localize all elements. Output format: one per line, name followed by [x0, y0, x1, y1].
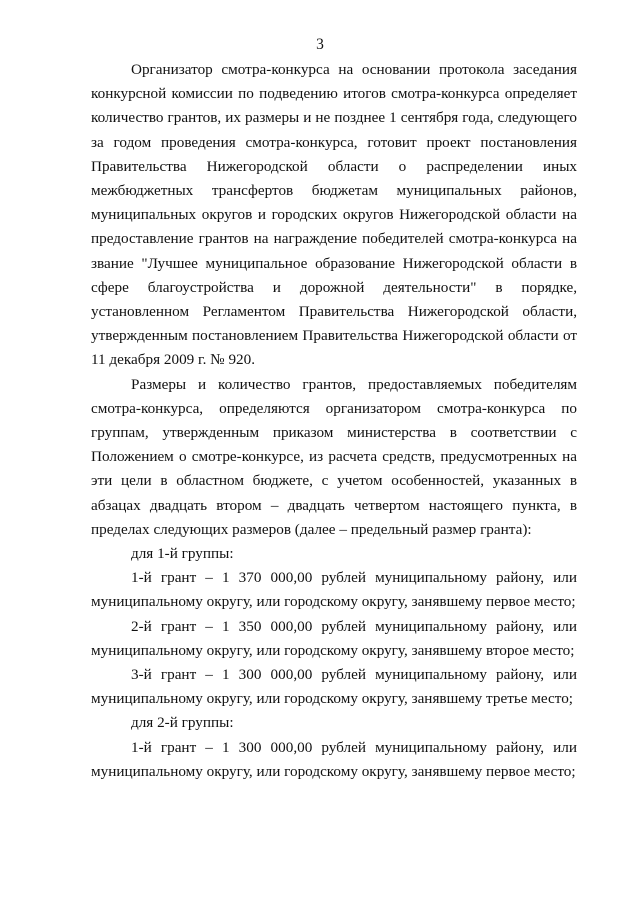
paragraph-grant-sizes: Размеры и количество грантов, предоставляемых победителям смотра-конкурса, определяются организатором смотра-конкурса по группам, утвержденным приказом министерства в соответствии с Положением о смотре-конкурсе, из расчета средств, предусмотренных на эти цели в областном бюджете, с учетом особенностей, указанных в абзацах двадцать втором – двадцать четвертом настоящего пункта, в пределах следующих размеров (далее – предельный размер гранта):	[91, 375, 577, 538]
group-1-grant-1: 1-й грант – 1 370 000,00 рублей муниципальному району, или муниципальному округу, или городскому округу, занявшему первое место;	[91, 569, 577, 611]
group-2-grant-1: 1-й грант – 1 300 000,00 рублей муниципальному району, или муниципальному округу, или городскому округу, занявшему первое место;	[91, 738, 577, 780]
paragraph-organizer-procedure: Организатор смотра-конкурса на основании протокола заседания конкурсной комиссии по подведению итогов смотра-конкурса определяет количество грантов, их размеры и не позднее 1 сентября года, следующего за годом проведения смотра-конкурса, готовит проект постановления Правительства Нижегородской области о распределении иных межбюджетных трансфертов бюджетам муниципальных районов, муниципальных округов и городских округов Нижегородской области на предоставление грантов на награждение победителей смотра-конкурса на звание "Лучшее муниципальное образование Нижегородской области в сфере благоустройства и дорожной деятельности" в порядке, установленном Регламентом Правительства Нижегородской области, утвержденным постановлением Правительства Нижегородской области от 11 декабря 2009 г. № 920.	[91, 61, 577, 369]
group-1-grant-2: 2-й грант – 1 350 000,00 рублей муниципальному району, или муниципальному округу, или городскому округу, занявшему второе место;	[91, 617, 577, 659]
document-body	[91, 58, 577, 784]
group-1-heading: для 1-й группы:	[131, 545, 234, 563]
group-2-heading: для 2-й группы:	[131, 714, 234, 732]
group-1-grant-3: 3-й грант – 1 300 000,00 рублей муниципальному району, или муниципальному округу, или городскому округу, занявшему третье место;	[91, 666, 577, 708]
page-number: 3	[316, 36, 324, 53]
